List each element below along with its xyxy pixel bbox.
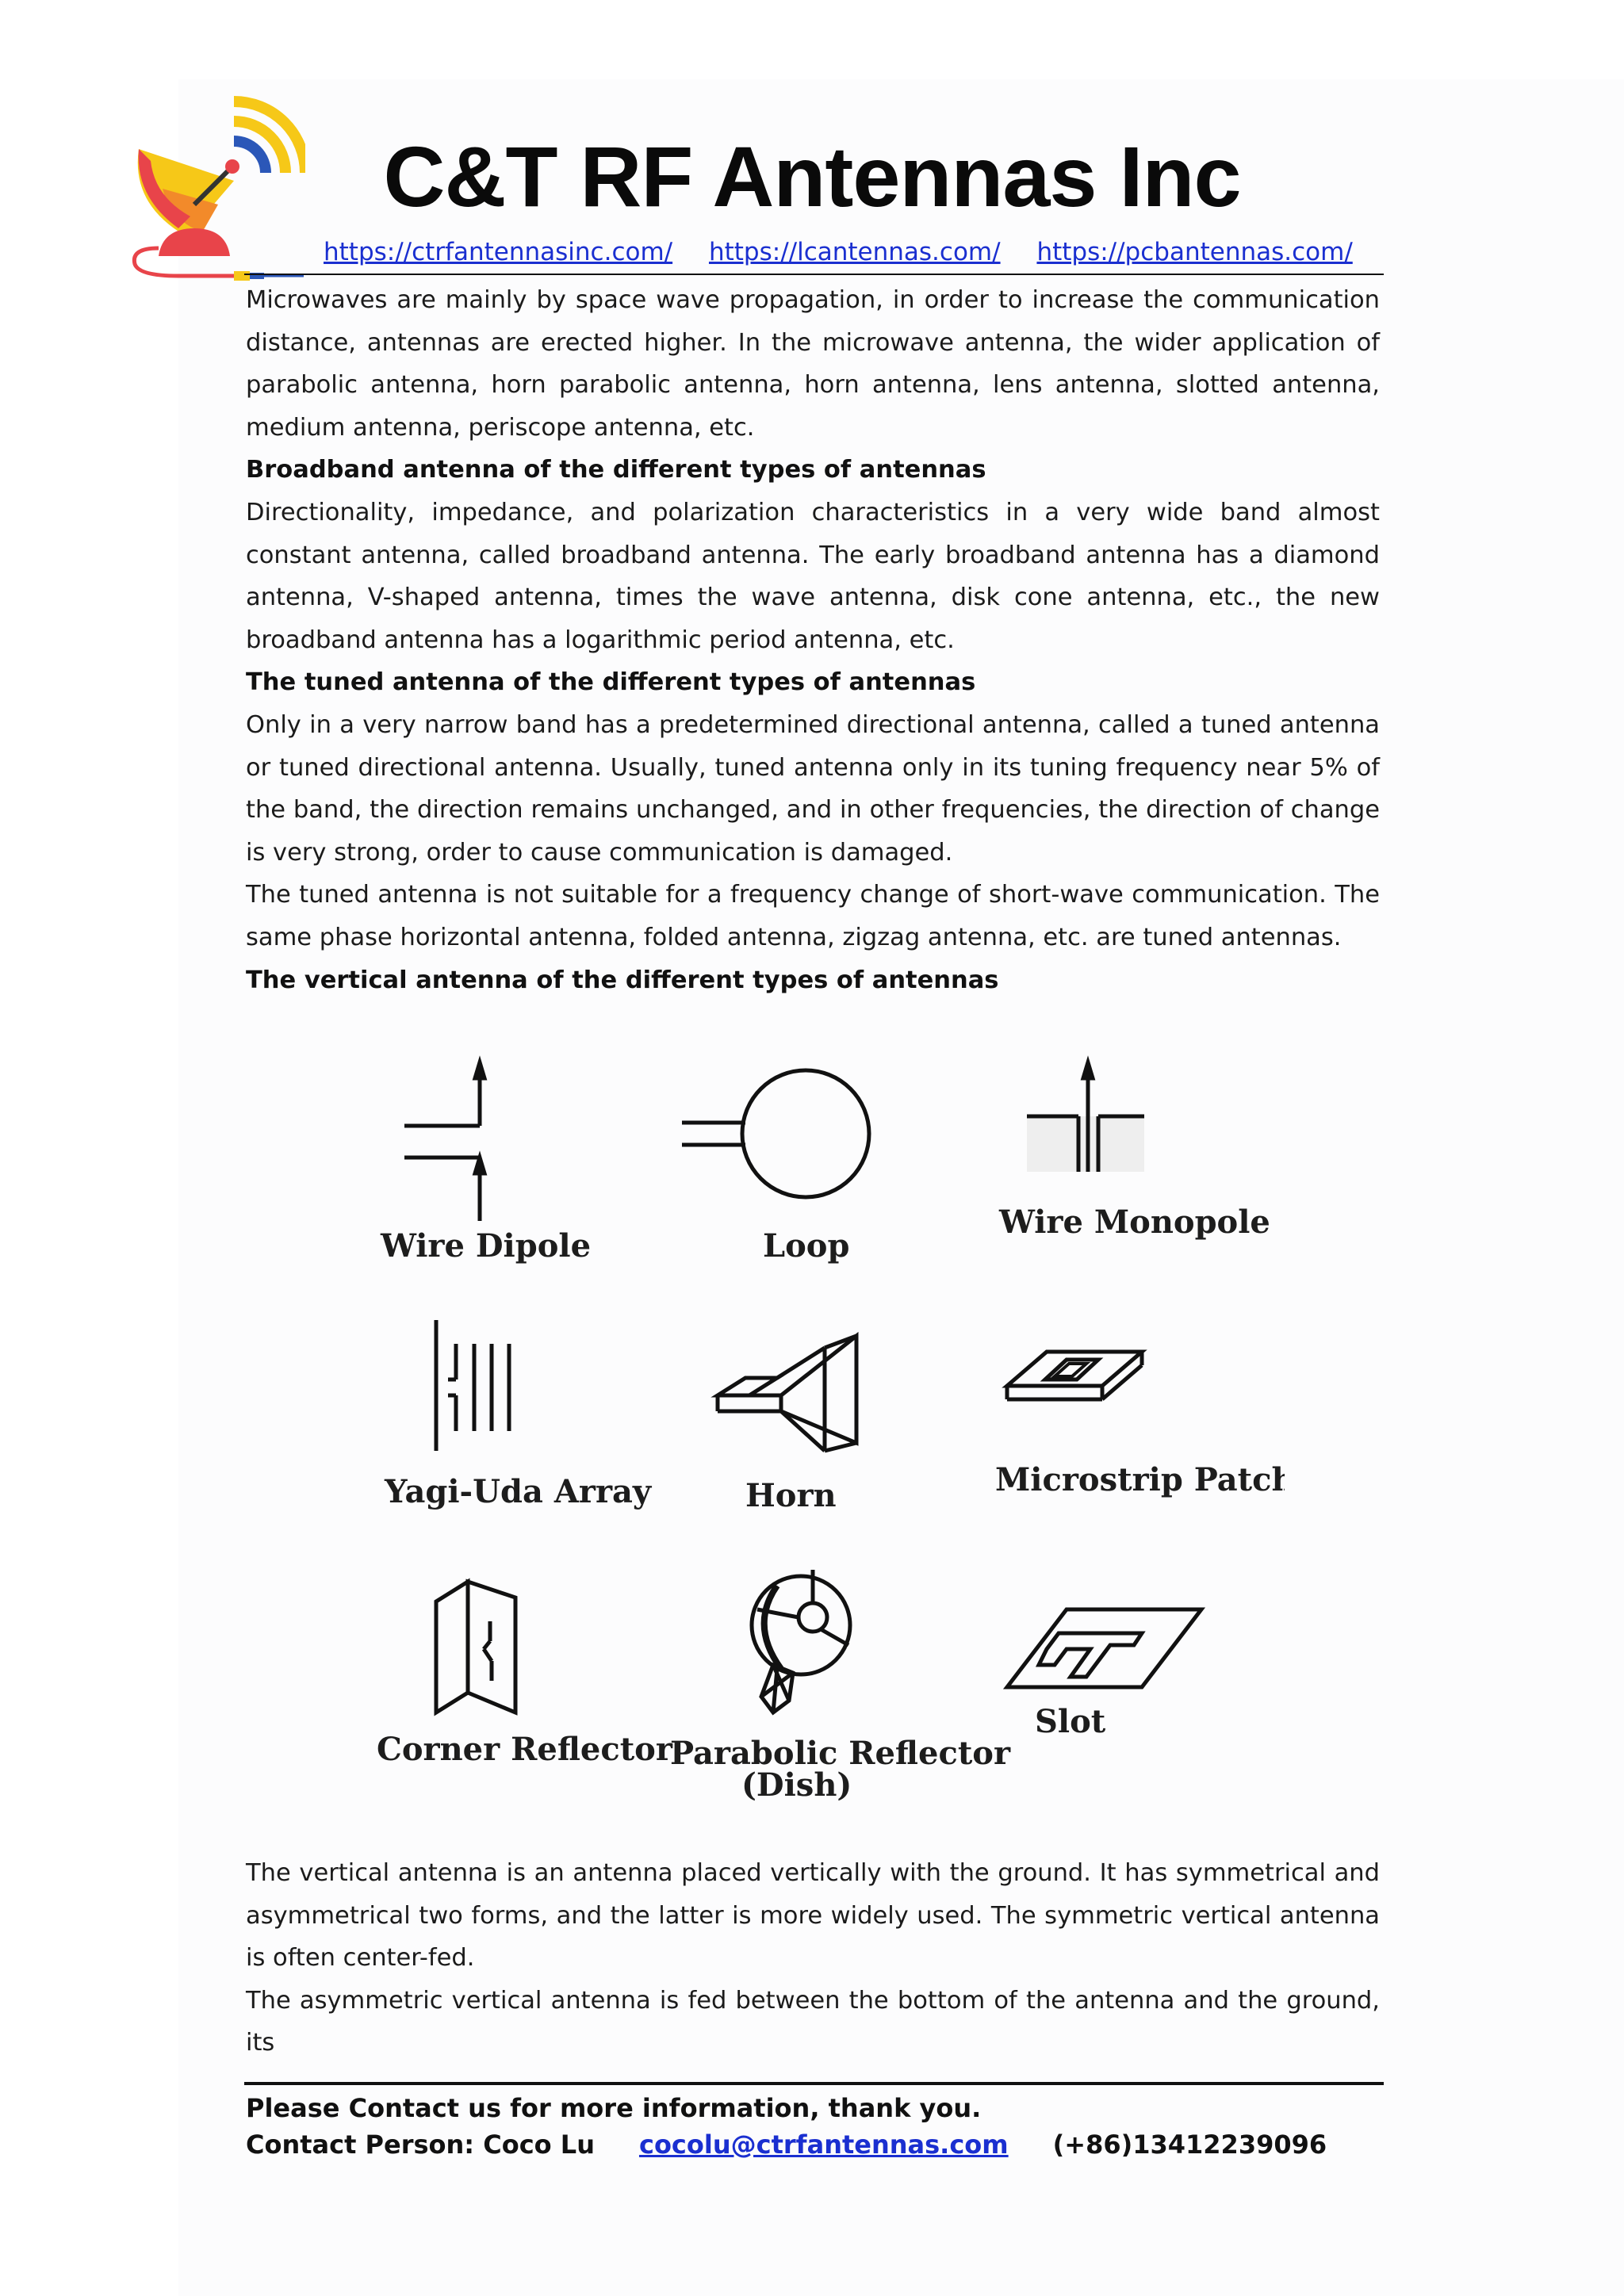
heading-tuned: The tuned antenna of the different types of antennas: [246, 668, 976, 697]
label-wire-dipole: Wire Dipole: [381, 1227, 592, 1265]
label-yagi-uda: Yagi-Uda Array: [385, 1473, 652, 1510]
article-body: [246, 279, 1380, 1001]
contact-phone: (+86)13412239096: [1052, 2130, 1327, 2160]
paragraph-asymmetric: The asymmetric vertical antenna is fed between the bottom of the antenna and the ground, its: [246, 1986, 1380, 2057]
paragraph-broadband: Directionality, impedance, and polarization characteristics in a very wide band almost constant antenna, called broadband antenna. The early broadband antenna has a diamond antenna, V-shaped antenna, times the wave antenna, disk cone antenna, etc., the new broadband antenna has a logarithmic period antenna, etc.: [246, 498, 1380, 654]
wire-dipole-diagram: [404, 1062, 485, 1221]
label-corner-reflector: Corner Reflector: [377, 1731, 672, 1768]
paragraph-tuned-2: The tuned antenna is not suitable for a frequency change of short-wave communication. The same phase horizontal antenna, folded antenna, zigzag antenna, etc. are tuned antennas.: [246, 881, 1380, 951]
paragraph-microwaves: Microwaves are mainly by space wave propagation, in order to increase the communication distance, antennas are erected higher. In the microwave antenna, the wider application of parabolic antenna, horn parabolic antenna, horn antenna, lens antenna, slotted antenna, medium antenna, periscope antenna, etc.: [246, 286, 1380, 442]
label-parabolic-reflector: Parabolic Reflector: [670, 1735, 1011, 1772]
heading-broadband: Broadband antenna of the different types of antennas: [246, 456, 986, 484]
contact-person: Contact Person: Coco Lu: [246, 2130, 595, 2160]
contact-email-link[interactable]: cocolu@ctrfantennas.com: [638, 2130, 1009, 2160]
loop-diagram: [682, 1070, 869, 1197]
page-title: C&T RF Antennas Inc: [383, 128, 1241, 224]
slot-diagram: [1007, 1609, 1201, 1687]
footer-divider: [244, 2082, 1384, 2085]
contact-line: [246, 2126, 1327, 2163]
label-slot: Slot: [1035, 1703, 1106, 1740]
label-wire-monopole: Wire Monopole: [999, 1203, 1270, 1241]
label-microstrip-patch: Microstrip Patch: [995, 1461, 1285, 1498]
microstrip-patch-diagram: [1007, 1352, 1142, 1399]
antenna-types-figure: [349, 1031, 1285, 1808]
paragraph-tuned: Only in a very narrow band has a predetermined directional antenna, called a tuned antenna or tuned directional antenna. Usually, tuned antenna only in its tuning frequency near 5% of the band, the direction remains unchanged, and in other frequencies, the direction of change is very strong, order to cause communication is damaged.: [246, 710, 1380, 867]
yagi-uda-diagram: [436, 1320, 509, 1451]
contact-intro: Please Contact us for more information, thank you.: [246, 2093, 982, 2123]
link-ctrfantennasinc[interactable]: https://ctrfantennasinc.com/: [324, 238, 673, 266]
article-body-continued: [246, 1852, 1380, 2064]
link-pcbantennas[interactable]: https://pcbantennas.com/: [1036, 238, 1353, 266]
label-parabolic-dish: (Dish): [741, 1766, 852, 1804]
header-divider: [244, 274, 1384, 275]
parabolic-dish-diagram: [752, 1570, 850, 1712]
contact-footer: [246, 2090, 1327, 2163]
heading-vertical: The vertical antenna of the different types of antennas: [246, 966, 999, 994]
corner-reflector-diagram: [436, 1582, 515, 1712]
link-lcantennas[interactable]: https://lcantennas.com/: [708, 238, 1001, 266]
label-loop: Loop: [763, 1227, 850, 1265]
label-horn: Horn: [745, 1477, 837, 1514]
header-links: [324, 238, 1381, 266]
wire-monopole-diagram: [1027, 1062, 1144, 1172]
horn-diagram: [718, 1336, 856, 1451]
paragraph-vertical: The vertical antenna is an antenna placed vertically with the ground. It has symmetrical and asymmetrical two forms, and the latter is more widely used. The symmetric vertical antenna is often center-fed.: [246, 1859, 1380, 1973]
